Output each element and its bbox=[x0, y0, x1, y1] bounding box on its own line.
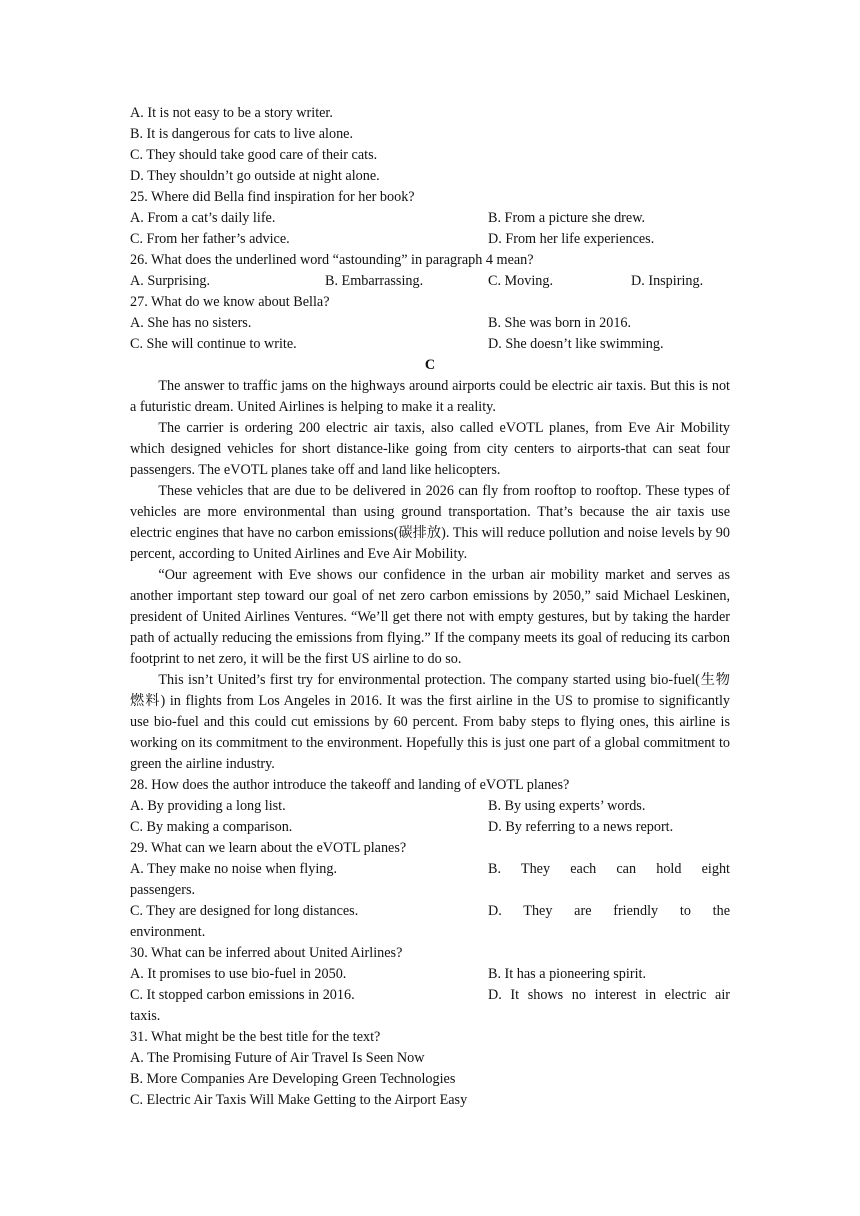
exam-page bbox=[130, 103, 730, 1111]
question-26-stem: 26. What does the underlined word “astounding” in paragraph 4 mean? bbox=[130, 252, 534, 268]
q29-option-a: A. They make no noise when flying. bbox=[130, 861, 337, 877]
q31-option-a: A. The Promising Future of Air Travel Is Seen Now bbox=[130, 1050, 425, 1066]
q30-option-d-continued: taxis. bbox=[130, 1008, 161, 1024]
q30-option-a: A. It promises to use bio-fuel in 2050. bbox=[130, 966, 347, 982]
question-30-options-row-1 bbox=[130, 964, 730, 985]
option-d: D. They shouldn’t go outside at night alone. bbox=[130, 168, 380, 184]
passage-paragraph-2: The carrier is ordering 200 electric air taxis, also called eVOTL planes, from Eve Air Mobility which designed vehicles for short distance-like going from city centers to airports-that can seat four passengers. The eVOTL planes take off and land like helicopters. bbox=[130, 420, 730, 478]
q26-option-b: B. Embarrassing. bbox=[325, 273, 424, 289]
q31-option-c: C. Electric Air Taxis Will Make Getting to the Airport Easy bbox=[130, 1092, 468, 1108]
q25-option-b: B. From a picture she drew. bbox=[488, 210, 646, 226]
q30-option-d: D. It shows no interest in electric air bbox=[488, 987, 730, 1003]
question-26-options-row bbox=[130, 271, 730, 292]
question-28-stem: 28. How does the author introduce the takeoff and landing of eVOTL planes? bbox=[130, 777, 570, 793]
question-27-options-row-1 bbox=[130, 313, 730, 334]
option-c: C. They should take good care of their cats. bbox=[130, 147, 378, 163]
q29-option-d-continued: environment. bbox=[130, 924, 206, 940]
q27-option-d: D. She doesn’t like swimming. bbox=[488, 336, 664, 352]
q26-option-d: D. Inspiring. bbox=[631, 273, 704, 289]
question-25-options-row-2 bbox=[130, 229, 730, 250]
q27-option-b: B. She was born in 2016. bbox=[488, 315, 632, 331]
question-25-options-row-1 bbox=[130, 208, 730, 229]
q28-option-c: C. By making a comparison. bbox=[130, 819, 293, 835]
question-27-stem: 27. What do we know about Bella? bbox=[130, 294, 330, 310]
question-30-stem: 30. What can be inferred about United Airlines? bbox=[130, 945, 403, 961]
q29-option-b-continued: passengers. bbox=[130, 882, 196, 898]
q30-option-c: C. It stopped carbon emissions in 2016. bbox=[130, 987, 355, 1003]
q29-option-c: C. They are designed for long distances. bbox=[130, 903, 359, 919]
q30-option-b: B. It has a pioneering spirit. bbox=[488, 966, 647, 982]
q28-option-a: A. By providing a long list. bbox=[130, 798, 286, 814]
q27-option-a: A. She has no sisters. bbox=[130, 315, 252, 331]
passage-paragraph-5: This isn’t United’s first try for environmental protection. The company started using bio-fuel(生物燃料) in flights from Los Angeles in 2016. It was the first airline in the US to promise to significantly use bio-fuel and this could cut emissions by 60 percent. From baby steps to flying ones, this airline is working on its commitment to the environment. Hopefully this is just one part of a global commitment to green the airline industry. bbox=[130, 672, 730, 772]
question-28-options-row-2 bbox=[130, 817, 730, 838]
q25-option-d: D. From her life experiences. bbox=[488, 231, 655, 247]
question-28-options-row-1 bbox=[130, 796, 730, 817]
q29-option-b: B. They each can hold eight bbox=[488, 861, 730, 877]
q29-options-cd bbox=[130, 901, 730, 943]
q28-option-b: B. By using experts’ words. bbox=[488, 798, 646, 814]
question-29-stem: 29. What can we learn about the eVOTL planes? bbox=[130, 840, 407, 856]
q28-option-d: D. By referring to a news report. bbox=[488, 819, 674, 835]
q26-option-a: A. Surprising. bbox=[130, 273, 211, 289]
question-25-stem: 25. Where did Bella find inspiration for her book? bbox=[130, 189, 415, 205]
section-heading: C bbox=[424, 357, 436, 373]
q26-option-c: C. Moving. bbox=[488, 273, 554, 289]
passage-paragraph-1: The answer to traffic jams on the highways around airports could be electric air taxis. But this is not a futuristic dream. United Airlines is helping to make it a reality. bbox=[130, 378, 730, 415]
q29-option-d: D. They are friendly to the bbox=[488, 903, 730, 919]
q27-option-c: C. She will continue to write. bbox=[130, 336, 297, 352]
question-31-stem: 31. What might be the best title for the text? bbox=[130, 1029, 381, 1045]
question-27-options-row-2 bbox=[130, 334, 730, 355]
q29-options-ab bbox=[130, 859, 730, 901]
q31-option-b: B. More Companies Are Developing Green Technologies bbox=[130, 1071, 456, 1087]
q25-option-a: A. From a cat’s daily life. bbox=[130, 210, 276, 226]
q30-options-cd bbox=[130, 985, 730, 1027]
option-a: A. It is not easy to be a story writer. bbox=[130, 105, 333, 121]
q25-option-c: C. From her father’s advice. bbox=[130, 231, 290, 247]
passage-paragraph-3: These vehicles that are due to be delivered in 2026 can fly from rooftop to rooftop. These types of vehicles are more environmental than using ground transportation. That’s because the air taxis use electric engines that have no carbon emissions(碳排放). This will reduce pollution and noise levels by 90 percent, according to United Airlines and Eve Air Mobility. bbox=[130, 483, 730, 562]
option-b: B. It is dangerous for cats to live alone. bbox=[130, 126, 354, 142]
passage-paragraph-4: “Our agreement with Eve shows our confidence in the urban air mobility market and serves as another important step toward our goal of net zero carbon emissions by 2050,” said Michael Leskinen, president of United Airlines Ventures. “We’ll get there not with empty gestures, but by taking the harder path of actually reducing the emissions from flying.” If the company meets its goal of reducing its carbon footprint to net zero, it will be the first US airline to do so. bbox=[130, 567, 730, 667]
